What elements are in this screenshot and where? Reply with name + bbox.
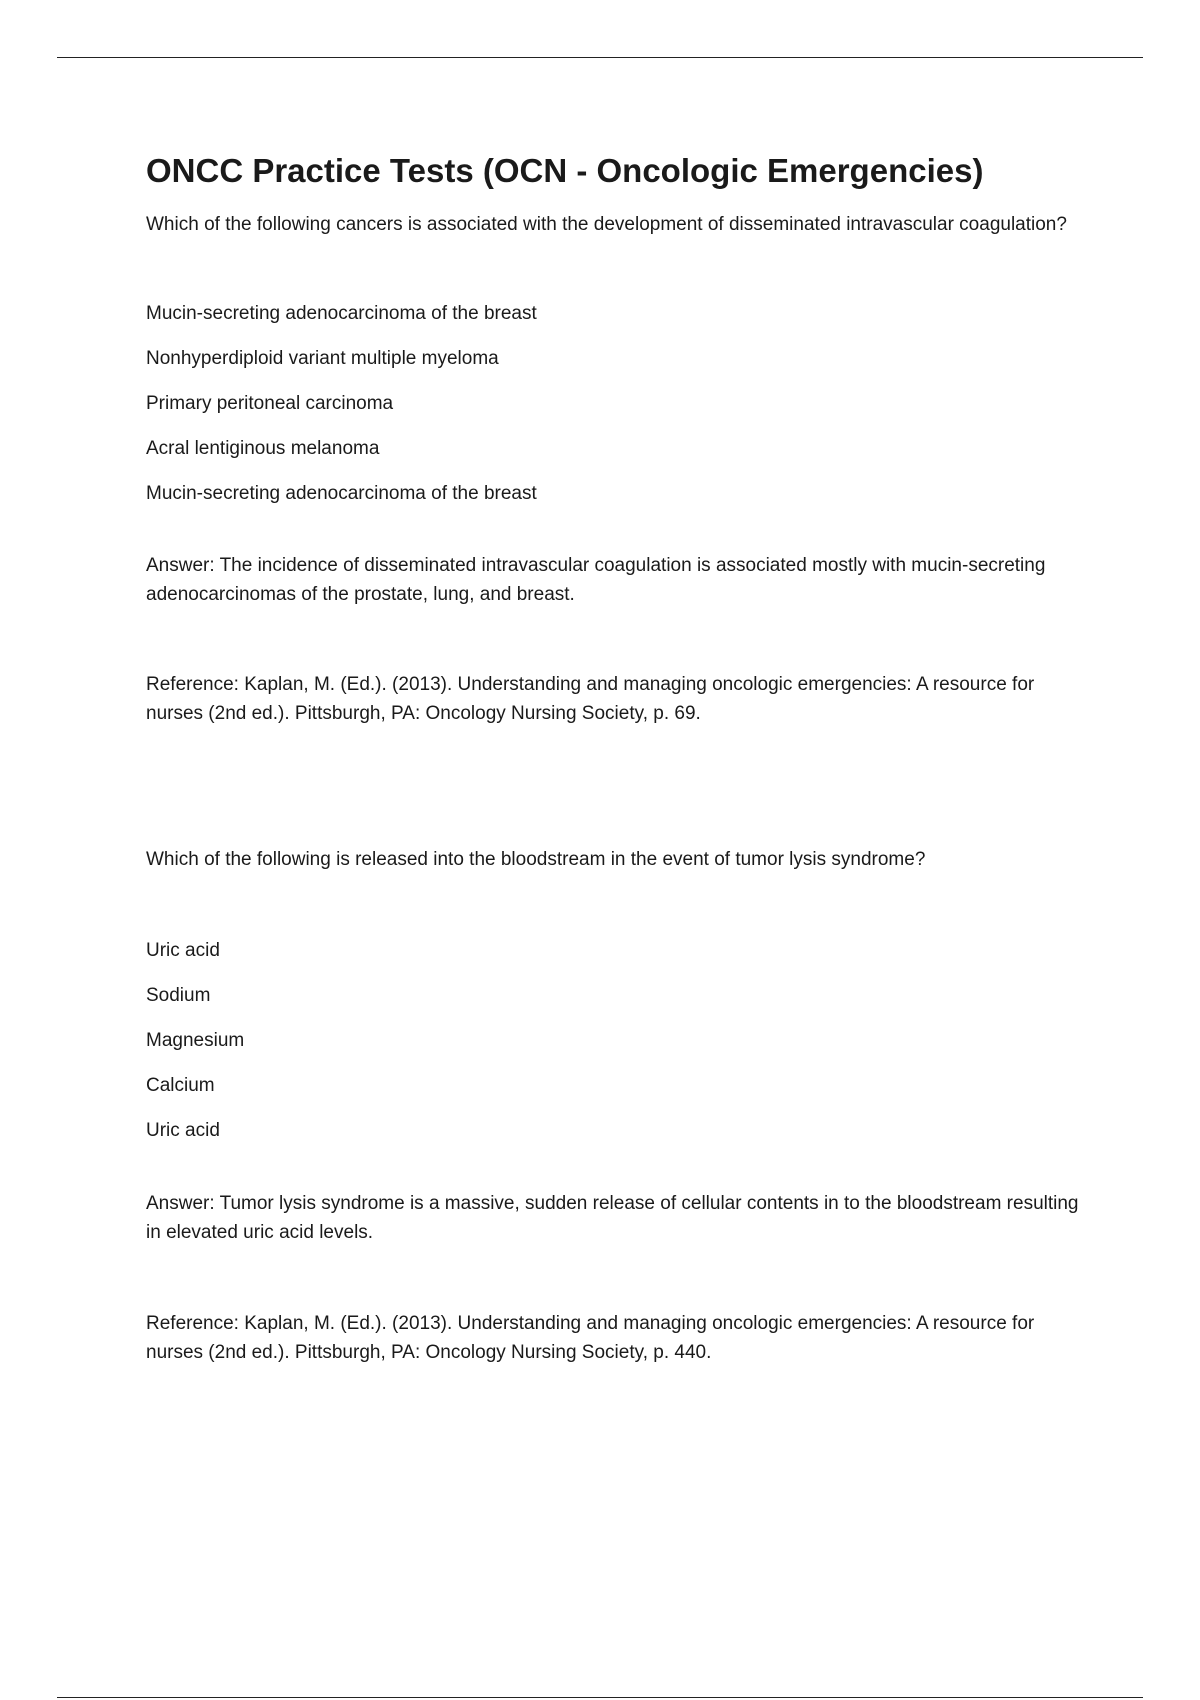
answer-options <box>146 299 1096 508</box>
answer-option: Calcium <box>146 1075 215 1096</box>
reference-citation: Reference: Kaplan, M. (Ed.). (2013). Understanding and managing oncologic emergencies: A resource for nurses (2nd ed.). Pittsburgh, PA: Oncology Nursing Society, p. 440. <box>146 1313 1035 1363</box>
question-prompt: Which of the following cancers is associated with the development of disseminated intravascular coagulation? <box>146 214 1067 235</box>
question-prompt: Which of the following is released into the bloodstream in the event of tumor lysis syndrome? <box>146 849 926 870</box>
top-divider <box>57 57 1143 58</box>
document-title: ONCC Practice Tests (OCN - Oncologic Emergencies) <box>146 152 984 189</box>
answer-option: Sodium <box>146 985 211 1006</box>
answer-option: Mucin-secreting adenocarcinoma of the breast <box>146 483 537 504</box>
reference-citation: Reference: Kaplan, M. (Ed.). (2013). Understanding and managing oncologic emergencies: A resource for nurses (2nd ed.). Pittsburgh, PA: Oncology Nursing Society, p. 69. <box>146 674 1035 724</box>
answer-options <box>146 936 1096 1145</box>
question-block-1 <box>146 210 1096 728</box>
document-body <box>146 148 1096 1367</box>
answer-option: Nonhyperdiploid variant multiple myeloma <box>146 348 499 369</box>
answer-option: Uric acid <box>146 940 220 961</box>
answer-option: Magnesium <box>146 1030 245 1051</box>
answer-explanation: Answer: Tumor lysis syndrome is a massive, sudden release of cellular contents in to the bloodstream resulting in elevated uric acid levels. <box>146 1193 1079 1243</box>
answer-option: Acral lentiginous melanoma <box>146 438 380 459</box>
question-block-2 <box>146 845 1096 1367</box>
answer-explanation: Answer: The incidence of disseminated intravascular coagulation is associated mostly with mucin-secreting adenocarcinomas of the prostate, lung, and breast. <box>146 555 1046 605</box>
answer-option: Uric acid <box>146 1120 220 1141</box>
bottom-divider <box>57 1697 1143 1698</box>
answer-option: Primary peritoneal carcinoma <box>146 393 394 414</box>
answer-option: Mucin-secreting adenocarcinoma of the breast <box>146 303 537 324</box>
